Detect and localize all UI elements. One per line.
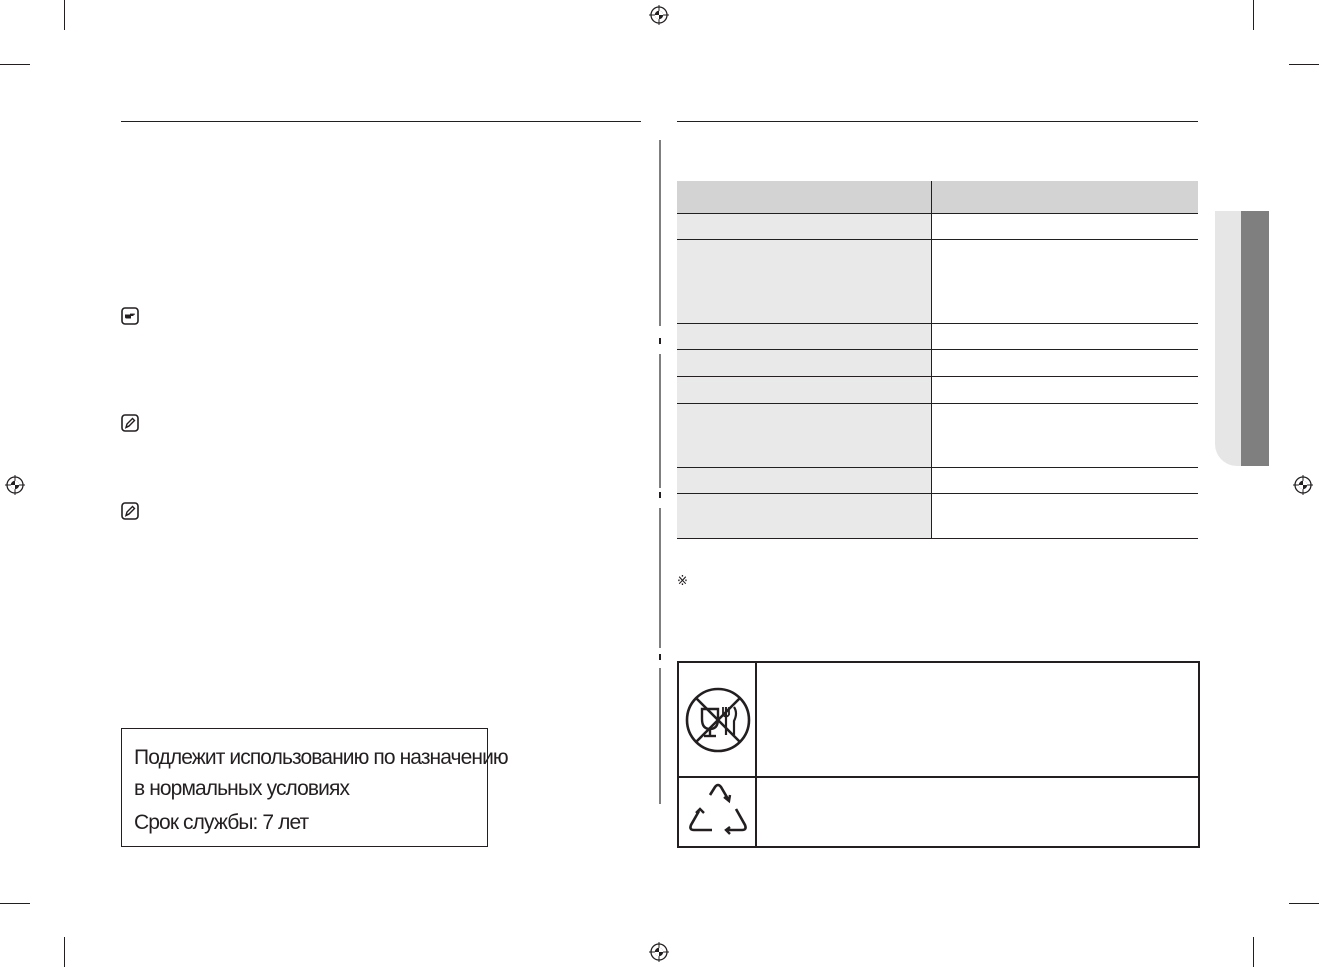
gutter-tick xyxy=(659,492,661,498)
crop-mark xyxy=(64,937,65,967)
registration-mark-icon xyxy=(5,475,25,495)
table-value-cell xyxy=(932,377,1199,404)
chapter-side-tab-accent xyxy=(1241,211,1269,466)
crop-mark xyxy=(1289,903,1319,904)
table-row xyxy=(677,324,1198,350)
crop-mark xyxy=(1253,0,1254,30)
table-row xyxy=(677,214,1198,240)
symbols-divider-vertical xyxy=(755,663,757,846)
symbols-box xyxy=(677,661,1200,848)
gutter-tick xyxy=(659,654,661,660)
notice-line-3: Срок службы: 7 лет xyxy=(134,811,309,834)
gutter-line xyxy=(659,140,661,326)
crop-mark xyxy=(64,0,65,30)
table-label-cell xyxy=(677,494,932,539)
table-header-row xyxy=(677,181,1198,214)
pencil-note-icon xyxy=(121,414,139,432)
pointing-hand-icon xyxy=(121,307,139,325)
service-life-notice-box xyxy=(121,728,508,847)
crop-mark xyxy=(1289,64,1319,65)
table-label-cell xyxy=(677,468,932,494)
table-row xyxy=(677,377,1198,404)
crop-mark xyxy=(0,903,30,904)
notice-line-1: Подлежит использованию по назначению xyxy=(134,746,508,769)
table-value-cell xyxy=(932,404,1199,468)
table-row xyxy=(677,404,1198,468)
table-label-cell xyxy=(677,404,932,468)
registration-mark-icon xyxy=(1293,475,1313,495)
crop-mark xyxy=(1253,937,1254,967)
not-for-food-contact-icon xyxy=(683,685,753,755)
header-rule-left xyxy=(121,121,641,122)
gutter-line xyxy=(659,354,661,488)
symbols-divider-horizontal xyxy=(679,776,1198,778)
crop-mark xyxy=(0,64,30,65)
registration-mark-icon xyxy=(649,5,669,25)
specification-table xyxy=(677,181,1198,539)
table-header-cell xyxy=(932,181,1199,214)
table-label-cell xyxy=(677,240,932,324)
table-row xyxy=(677,350,1198,377)
gutter-line xyxy=(659,668,661,804)
table-label-cell xyxy=(677,350,932,377)
table-value-cell xyxy=(932,240,1199,324)
recycle-triangle-icon xyxy=(686,783,750,843)
table-value-cell xyxy=(932,214,1199,240)
table-label-cell xyxy=(677,214,932,240)
table-header-cell xyxy=(677,181,932,214)
table-row xyxy=(677,240,1198,324)
table-row xyxy=(677,468,1198,494)
table-value-cell xyxy=(932,350,1199,377)
table-row xyxy=(677,494,1198,539)
gutter-tick xyxy=(659,338,661,344)
registration-mark-icon xyxy=(649,942,669,962)
gutter-line xyxy=(659,508,661,648)
header-rule-right xyxy=(677,121,1198,122)
footnote-mark: ※ xyxy=(677,574,688,589)
chapter-side-tab xyxy=(1215,211,1269,466)
table-label-cell xyxy=(677,377,932,404)
table-value-cell xyxy=(932,468,1199,494)
table-label-cell xyxy=(677,324,932,350)
notice-line-2: в нормальных условиях xyxy=(134,777,350,800)
pencil-note-icon xyxy=(121,502,139,520)
table-value-cell xyxy=(932,324,1199,350)
table-value-cell xyxy=(932,494,1199,539)
